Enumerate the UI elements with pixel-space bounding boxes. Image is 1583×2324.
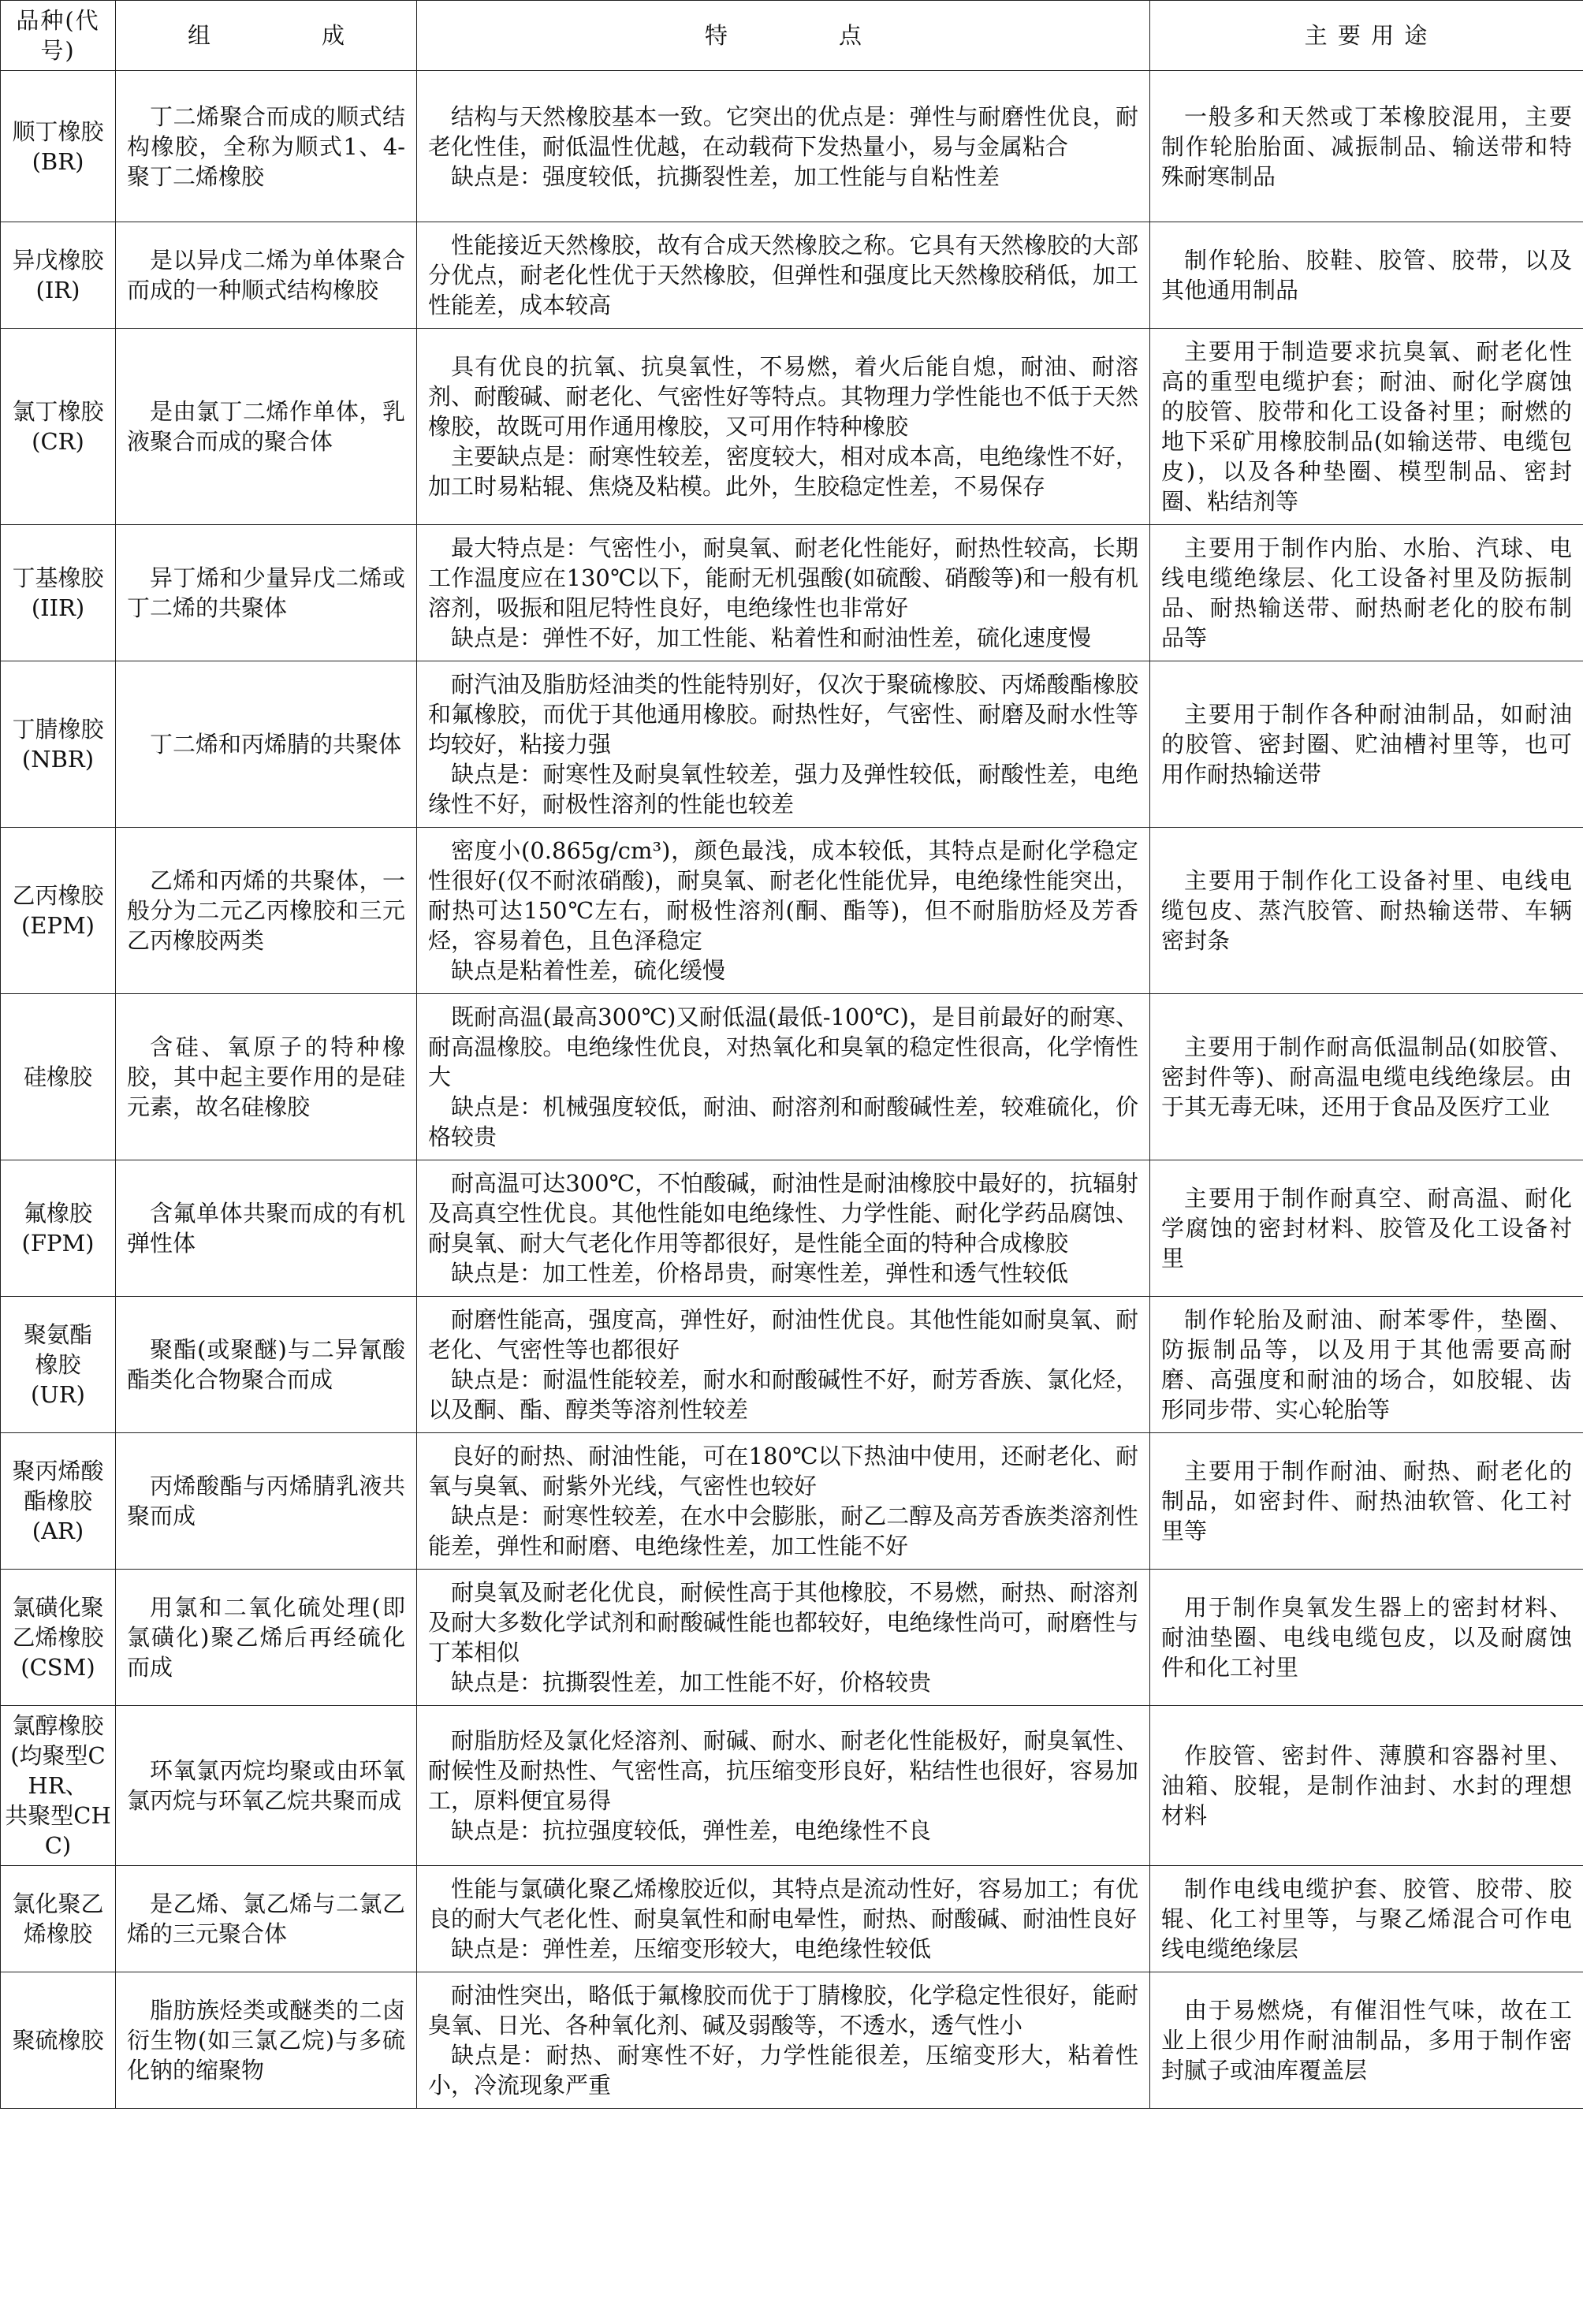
variety-name-line: 酯橡胶: [23, 1488, 92, 1514]
composition-text: 丙烯酸酯与丙烯腈乳液共聚而成: [127, 1473, 405, 1529]
table-row: [1, 1433, 1583, 1570]
feature-paragraph: 缺点是：加工性差，价格昂贵，耐寒性差，弹性和透气性较低: [451, 1260, 1069, 1287]
cell-composition: [116, 828, 417, 994]
variety-name-line: 聚丙烯酸: [12, 1458, 104, 1484]
cell-variety: [1, 1972, 116, 2109]
cell-uses: [1150, 1570, 1583, 1706]
variety-name-line: 氯化聚乙: [12, 1890, 104, 1917]
cell-variety: [1, 71, 116, 222]
table-row: [1, 1972, 1583, 2109]
uses-text: 主要用于制作化工设备衬里、电线电缆包皮、蒸汽胶管、耐热输送带、车辆密封条: [1161, 867, 1572, 954]
table-row: [1, 1570, 1583, 1706]
variety-name-line: 氯磺化聚: [12, 1594, 104, 1621]
cell-features: [417, 994, 1150, 1160]
feature-paragraph: 耐汽油及脂肪烃油类的性能特别好，仅次于聚硫橡胶、丙烯酸酯橡胶和氟橡胶，而优于其他通用橡胶。耐热性好，气密性、耐磨及耐水性等均较好，粘接力强: [428, 671, 1138, 758]
cell-uses: [1150, 71, 1583, 222]
cell-composition: [116, 1866, 417, 1972]
cell-features: [417, 1866, 1150, 1972]
variety-name-line: 硅橡胶: [23, 1063, 92, 1090]
cell-uses: [1150, 329, 1583, 525]
header-features: 特 点: [417, 1, 1150, 71]
feature-paragraph: 结构与天然橡胶基本一致。它突出的优点是：弹性与耐磨性优良，耐老化性佳，耐低温性优越，在动载荷下发热量小，易与金属粘合: [428, 102, 1138, 160]
uses-text: 主要用于制作内胎、水胎、汽球、电线电缆绝缘层、化工设备衬里及防振制品、耐热输送带、耐热耐老化的胶布制品等: [1161, 534, 1572, 651]
uses-text: 主要用于制作耐高低温制品(如胶管、密封件等)、耐高温电缆电线绝缘层。由于其无毒无味，还用于食品及医疗工业: [1161, 1034, 1572, 1120]
feature-paragraph: 缺点是：抗拉强度较低，弹性差，电绝缘性不良: [451, 1817, 932, 1844]
cell-features: [417, 1972, 1150, 2109]
variety-name-line: 烯橡胶: [23, 1920, 92, 1947]
variety-name-line: (UR): [31, 1381, 85, 1408]
cell-composition: [116, 222, 417, 329]
variety-name-line: (CR): [32, 428, 84, 455]
composition-text: 环氧氯丙烷均聚或由环氧氯丙烷与环氧乙烷共聚而成: [127, 1757, 405, 1814]
feature-paragraph: 缺点是：机械强度较低，耐油、耐溶剂和耐酸碱性差，较难硫化，价格较贵: [428, 1093, 1138, 1150]
feature-paragraph: 耐油性突出，略低于氟橡胶而优于丁腈橡胶，化学稳定性很好，能耐臭氧、日光、各种氧化剂、碱及弱酸等，不透水，透气性小: [428, 1982, 1138, 2039]
variety-name-line: (EPM): [20, 912, 95, 939]
cell-variety: [1, 828, 116, 994]
cell-features: [417, 1160, 1150, 1297]
cell-features: [417, 1706, 1150, 1866]
cell-variety: [1, 1160, 116, 1297]
composition-text: 丁二烯和丙烯腈的共聚体: [150, 731, 402, 758]
table-row: [1, 329, 1583, 525]
composition-text: 脂肪族烃类或醚类的二卤衍生物(如三氯乙烷)与多硫化钠的缩聚物: [127, 1997, 405, 2084]
feature-paragraph: 既耐高温(最高300℃)又耐低温(最低-100℃)，是目前最好的耐寒、耐高温橡胶。电绝缘性优良，对热氧化和臭氧的稳定性很高，化学惰性大: [428, 1004, 1138, 1090]
variety-name-line: (FPM): [21, 1230, 95, 1257]
uses-text: 制作轮胎、胶鞋、胶管、胶带，以及其他通用制品: [1161, 247, 1572, 304]
uses-text: 主要用于制作耐油、耐热、耐老化的制品，如密封件、耐热油软管、化工衬里等: [1161, 1458, 1572, 1544]
cell-features: [417, 1433, 1150, 1570]
composition-text: 异丁烯和少量异戊二烯或丁二烯的共聚体: [127, 564, 405, 621]
feature-paragraph: 耐高温可达300℃，不怕酸碱，耐油性是耐油橡胶中最好的，抗辐射及高真空性优良。其他性能如电绝缘性、力学性能、耐化学药品腐蚀、耐臭氧、耐大气老化作用等都很好，是性能全面的特种合成橡胶: [428, 1170, 1138, 1257]
cell-composition: [116, 661, 417, 828]
header-row: [1, 1, 1583, 71]
header-variety: 品种(代号): [1, 1, 116, 71]
variety-name-line: (NBR): [21, 746, 95, 773]
cell-composition: [116, 71, 417, 222]
cell-variety: [1, 1706, 116, 1866]
table-row: [1, 222, 1583, 329]
variety-name-line: 丁腈橡胶: [12, 716, 104, 743]
feature-paragraph: 性能与氯磺化聚乙烯橡胶近似，其特点是流动性好，容易加工；有优良的耐大气老化性、耐臭氧性和耐电晕性，耐热、耐酸碱、耐油性良好: [428, 1875, 1138, 1932]
composition-text: 是由氯丁二烯作单体，乳液聚合而成的聚合体: [127, 398, 405, 455]
table-row: [1, 661, 1583, 828]
cell-composition: [116, 329, 417, 525]
variety-name-line: 乙烯橡胶: [12, 1624, 104, 1651]
cell-features: [417, 828, 1150, 994]
feature-paragraph: 缺点是：弹性不好，加工性能、粘着性和耐油性差，硫化速度慢: [451, 624, 1092, 651]
table-row: [1, 1297, 1583, 1433]
variety-name-line: (CSM): [20, 1654, 95, 1681]
variety-name-line: (BR): [32, 147, 84, 175]
variety-name-line: 聚硫橡胶: [12, 2027, 104, 2054]
table-row: [1, 1160, 1583, 1297]
cell-uses: [1150, 525, 1583, 661]
cell-variety: [1, 1433, 116, 1570]
header-composition: 组 成: [116, 1, 417, 71]
cell-features: [417, 71, 1150, 222]
variety-name-line: 异戊橡胶: [12, 247, 104, 274]
uses-text: 作胶管、密封件、薄膜和容器衬里、油箱、胶辊，是制作油封、水封的理想材料: [1161, 1742, 1572, 1829]
cell-variety: [1, 1297, 116, 1433]
cell-variety: [1, 222, 116, 329]
variety-name-line: (均聚型CHR、: [10, 1742, 106, 1799]
table-row: [1, 1866, 1583, 1972]
feature-paragraph: 缺点是：强度较低，抗撕裂性差，加工性能与自粘性差: [451, 162, 1000, 190]
variety-name-line: 氯丁橡胶: [12, 398, 104, 425]
cell-variety: [1, 661, 116, 828]
cell-uses: [1150, 1866, 1583, 1972]
feature-paragraph: 主要缺点是：耐寒性较差，密度较大，相对成本高，电绝缘性不好，加工时易粘辊、焦烧及粘模。此外，生胶稳定性差，不易保存: [428, 443, 1138, 500]
variety-name-line: (IR): [35, 277, 80, 304]
feature-paragraph: 耐脂肪烃及氯化烃溶剂、耐碱、耐水、耐老化性能极好，耐臭氧性、耐候性及耐热性、气密性高，抗压缩变形良好，粘结性也很好，容易加工，原料便宜易得: [428, 1727, 1138, 1814]
cell-uses: [1150, 994, 1583, 1160]
feature-paragraph: 良好的耐热、耐油性能，可在180℃以下热油中使用，还耐老化、耐氧与臭氧、耐紫外光线，气密性也较好: [428, 1443, 1138, 1499]
cell-variety: [1, 1866, 116, 1972]
variety-name-line: 橡胶: [35, 1351, 81, 1378]
cell-variety: [1, 329, 116, 525]
feature-paragraph: 具有优良的抗氧、抗臭氧性，不易燃，着火后能自熄，耐油、耐溶剂、耐酸碱、耐老化、气密性好等特点。其物理力学性能也不低于天然橡胶，故既可用作通用橡胶，又可用作特种橡胶: [428, 353, 1138, 440]
uses-text: 主要用于制作耐真空、耐高温、耐化学腐蚀的密封材料、胶管及化工设备衬里: [1161, 1185, 1572, 1272]
uses-text: 用于制作臭氧发生器上的密封材料、耐油垫圈、电线电缆包皮，以及耐腐蚀件和化工衬里: [1161, 1594, 1572, 1681]
uses-text: 制作电线电缆护套、胶管、胶带、胶辊、化工衬里等，与聚乙烯混合可作电线电缆绝缘层: [1161, 1875, 1572, 1962]
cell-features: [417, 1297, 1150, 1433]
cell-uses: [1150, 1160, 1583, 1297]
uses-text: 主要用于制作各种耐油制品，如耐油的胶管、密封圈、贮油槽衬里等，也可用作耐热输送带: [1161, 701, 1572, 788]
table-body: [1, 71, 1583, 2109]
cell-composition: [116, 994, 417, 1160]
feature-paragraph: 耐磨性能高，强度高，弹性好，耐油性优良。其他性能如耐臭氧、耐老化、气密性等也都很好: [428, 1306, 1138, 1363]
cell-uses: [1150, 1297, 1583, 1433]
cell-uses: [1150, 1433, 1583, 1570]
composition-text: 用氯和二氧化硫处理(即氯磺化)聚乙烯后再经硫化而成: [127, 1594, 405, 1681]
feature-paragraph: 缺点是：抗撕裂性差，加工性能不好，价格较贵: [451, 1669, 932, 1696]
cell-uses: [1150, 828, 1583, 994]
cell-composition: [116, 1972, 417, 2109]
uses-text: 主要用于制造要求抗臭氧、耐老化性高的重型电缆护套；耐油、耐化学腐蚀的胶管、胶带和化工设备衬里；耐燃的地下采矿用橡胶制品(如输送带、电缆包皮)，以及各种垫圈、模型制品、密封圈、粘结剂等: [1161, 338, 1572, 515]
cell-uses: [1150, 1972, 1583, 2109]
variety-name-line: 乙丙橡胶: [12, 882, 104, 909]
uses-text: 由于易燃烧，有催泪性气味，故在工业上很少用作耐油制品，多用于制作密封腻子或油库覆盖层: [1161, 1997, 1572, 2084]
uses-text: 一般多和天然或丁苯橡胶混用，主要制作轮胎胎面、减振制品、输送带和特殊耐寒制品: [1161, 102, 1572, 190]
cell-uses: [1150, 222, 1583, 329]
feature-paragraph: 缺点是：弹性差，压缩变形较大，电绝缘性较低: [451, 1935, 932, 1962]
table-row: [1, 994, 1583, 1160]
table-row: [1, 525, 1583, 661]
cell-composition: [116, 1570, 417, 1706]
composition-text: 丁二烯聚合而成的顺式结构橡胶，全称为顺式1、4-聚丁二烯橡胶: [127, 102, 405, 190]
cell-composition: [116, 1297, 417, 1433]
variety-name-line: (IIR): [31, 594, 85, 621]
variety-name-line: 氟橡胶: [23, 1200, 92, 1227]
cell-variety: [1, 1570, 116, 1706]
variety-name-line: 顺丁橡胶: [12, 117, 104, 145]
uses-text: 制作轮胎及耐油、耐苯零件，垫圈、防振制品等，以及用于其他需要高耐磨、高强度和耐油的场合，如胶辊、齿形同步带、实心轮胎等: [1161, 1306, 1572, 1423]
cell-features: [417, 329, 1150, 525]
table-header: [1, 1, 1583, 71]
cell-uses: [1150, 661, 1583, 828]
cell-features: [417, 661, 1150, 828]
variety-name-line: (AR): [32, 1518, 84, 1544]
feature-paragraph: 性能接近天然橡胶，故有合成天然橡胶之称。它具有天然橡胶的大部分优点，耐老化性优于天然橡胶，但弹性和强度比天然橡胶稍低，加工性能差，成本较高: [428, 232, 1138, 318]
composition-text: 是乙烯、氯乙烯与二氯乙烯的三元聚合体: [127, 1890, 405, 1947]
feature-paragraph: 缺点是：耐寒性较差，在水中会膨胀，耐乙二醇及高芳香族类溶剂性能差，弹性和耐磨、电绝缘性差，加工性能不好: [428, 1503, 1138, 1559]
table-row: [1, 828, 1583, 994]
feature-paragraph: 最大特点是：气密性小，耐臭氧、耐老化性能好，耐热性较高，长期工作温度应在130℃以下，能耐无机强酸(如硫酸、硝酸等)和一般有机溶剂，吸振和阻尼特性良好，电绝缘性也非常好: [428, 534, 1138, 621]
cell-variety: [1, 525, 116, 661]
feature-paragraph: 缺点是：耐温性能较差，耐水和耐酸碱性不好，耐芳香族、氯化烃，以及酮、酯、醇类等溶剂性较差: [428, 1366, 1138, 1423]
table-row: [1, 71, 1583, 222]
feature-paragraph: 缺点是：耐寒性及耐臭氧性较差，强力及弹性较低，耐酸性差，电绝缘性不好，耐极性溶剂的性能也较差: [428, 761, 1138, 817]
cell-features: [417, 222, 1150, 329]
cell-features: [417, 525, 1150, 661]
cell-uses: [1150, 1706, 1583, 1866]
composition-text: 是以异戊二烯为单体聚合而成的一种顺式结构橡胶: [127, 247, 405, 304]
variety-name-line: 氯醇橡胶: [12, 1712, 104, 1739]
feature-paragraph: 缺点是：耐热、耐寒性不好，力学性能很差，压缩变形大，粘着性小，冷流现象严重: [428, 2042, 1138, 2099]
composition-text: 含氟单体共聚而成的有机弹性体: [127, 1200, 405, 1257]
table-row: [1, 1706, 1583, 1866]
cell-composition: [116, 1706, 417, 1866]
variety-name-line: 聚氨酯: [23, 1321, 92, 1348]
feature-paragraph: 缺点是粘着性差，硫化缓慢: [451, 957, 726, 984]
composition-text: 聚酯(或聚醚)与二异氰酸酯类化合物聚合而成: [127, 1336, 405, 1393]
cell-composition: [116, 525, 417, 661]
cell-composition: [116, 1160, 417, 1297]
feature-paragraph: 密度小(0.865g/cm³)，颜色最浅，成本较低，其特点是耐化学稳定性很好(仅不耐浓硝酸)，耐臭氧、耐老化性能优异，电绝缘性能突出，耐热可达150℃左右，耐极性溶剂(酮、酯等)，但不耐脂肪烃及芳香烃，容易着色，且色泽稳定: [428, 837, 1138, 954]
variety-name-line: 丁基橡胶: [12, 564, 104, 591]
variety-name-line: 共聚型CHC): [5, 1802, 111, 1859]
feature-paragraph: 耐臭氧及耐老化优良，耐候性高于其他橡胶，不易燃，耐热、耐溶剂及耐大多数化学试剂和耐酸碱性能也都较好，电绝缘性尚可，耐磨性与丁苯相似: [428, 1579, 1138, 1666]
composition-text: 含硅、氧原子的特种橡胶，其中起主要作用的是硅元素，故名硅橡胶: [127, 1034, 405, 1120]
header-uses: 主 要 用 途: [1150, 1, 1583, 71]
composition-text: 乙烯和丙烯的共聚体，一般分为二元乙丙橡胶和三元乙丙橡胶两类: [127, 867, 405, 954]
cell-features: [417, 1570, 1150, 1706]
cell-variety: [1, 994, 116, 1160]
cell-composition: [116, 1433, 417, 1570]
